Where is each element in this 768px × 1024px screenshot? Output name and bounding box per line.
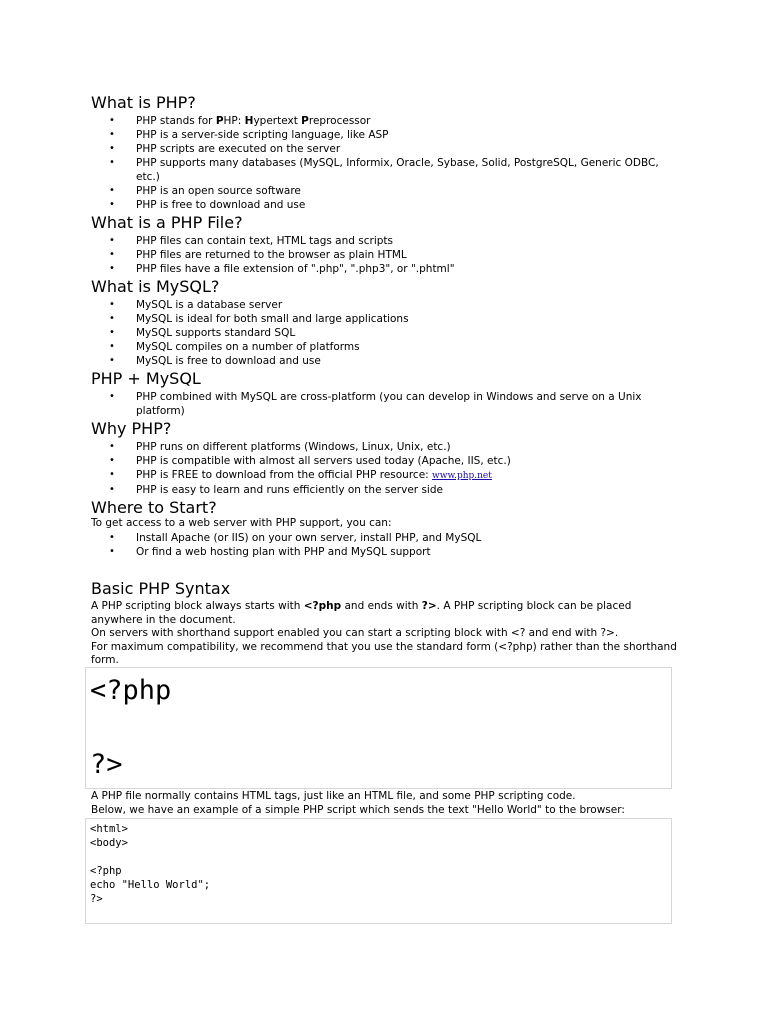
list-item: • Install Apache (or IIS) on your own server, install PHP, and MySQL	[136, 531, 681, 545]
php-net-link[interactable]: www.php.net	[432, 471, 492, 481]
list-item: • MySQL supports standard SQL	[136, 326, 681, 340]
list-item: • PHP supports many databases (MySQL, Informix, Oracle, Sybase, Solid, PostgreSQL, Generic ODBC, etc.)	[136, 156, 681, 184]
list-item: • PHP stands for PHP: Hypertext Preprocessor	[136, 114, 681, 128]
list-item: • MySQL is free to download and use	[136, 354, 681, 368]
code-block-hello-world: <html> <body> <?php echo "Hello World"; ?>	[85, 818, 672, 924]
list-what-is-php-file	[91, 234, 681, 276]
list-item: • PHP is free to download and use	[136, 198, 681, 212]
heading-what-is-php: What is PHP?	[91, 93, 196, 112]
list-where-to-start	[91, 531, 681, 559]
example-paragraph-2: Below, we have an example of a simple PHP script which sends the text "Hello World" to the browser:	[91, 803, 625, 816]
heading-what-is-php-file: What is a PHP File?	[91, 213, 243, 232]
syntax-paragraph-3: For maximum compatibility, we recommend that you use the standard form (<?php) rather than the shorthand form.	[91, 640, 677, 666]
heading-basic-php-syntax: Basic PHP Syntax	[91, 579, 231, 598]
heading-php-mysql: PHP + MySQL	[91, 369, 201, 388]
code-line-close: ?>	[90, 749, 123, 780]
list-item: • PHP is FREE to download from the official PHP resource: www.php.net	[136, 468, 681, 483]
list-item: • PHP runs on different platforms (Windows, Linux, Unix, etc.)	[136, 440, 681, 454]
list-what-is-mysql	[91, 298, 681, 368]
syntax-paragraph-2: On servers with shorthand support enabled you can start a scripting block with <? and end with ?>.	[91, 627, 619, 639]
list-item: • PHP files have a file extension of ".php", ".php3", or ".phtml"	[136, 262, 681, 276]
list-item: • PHP is easy to learn and runs efficiently on the server side	[136, 483, 681, 497]
where-to-start-intro: To get access to a web server with PHP support, you can:	[91, 517, 392, 529]
heading-why-php: Why PHP?	[91, 419, 172, 438]
list-item: • PHP is an open source software	[136, 184, 681, 198]
syntax-paragraph-1: A PHP scripting block always starts with <?php and ends with ?>. A PHP scripting block can be placed anywhere in the document.	[91, 600, 632, 626]
list-item: • PHP combined with MySQL are cross-platform (you can develop in Windows and serve on a Unix platform)	[136, 390, 681, 418]
heading-where-to-start: Where to Start?	[91, 498, 217, 517]
basic-syntax-section	[91, 580, 681, 668]
list-item: • PHP is compatible with almost all servers used today (Apache, IIS, etc.)	[136, 454, 681, 468]
list-item: • Or find a web hosting plan with PHP and MySQL support	[136, 545, 681, 559]
list-item: • MySQL is a database server	[136, 298, 681, 312]
heading-what-is-mysql: What is MySQL?	[91, 277, 220, 296]
list-why-php	[91, 440, 681, 497]
list-item: • PHP scripts are executed on the server	[136, 142, 681, 156]
list-what-is-php	[91, 114, 681, 212]
list-item: • MySQL compiles on a number of platforms	[136, 340, 681, 354]
example-intro	[91, 790, 681, 817]
list-item: • PHP files are returned to the browser as plain HTML	[136, 248, 681, 262]
list-item: • MySQL is ideal for both small and large applications	[136, 312, 681, 326]
code-block-php-tags	[85, 667, 672, 789]
code-line-open: <?php	[90, 675, 172, 706]
list-php-mysql	[91, 390, 681, 418]
list-item: • PHP is a server-side scripting language, like ASP	[136, 128, 681, 142]
document-body	[91, 94, 681, 559]
list-item: • PHP files can contain text, HTML tags and scripts	[136, 234, 681, 248]
example-paragraph-1: A PHP file normally contains HTML tags, just like an HTML file, and some PHP scripting code.	[91, 790, 576, 802]
